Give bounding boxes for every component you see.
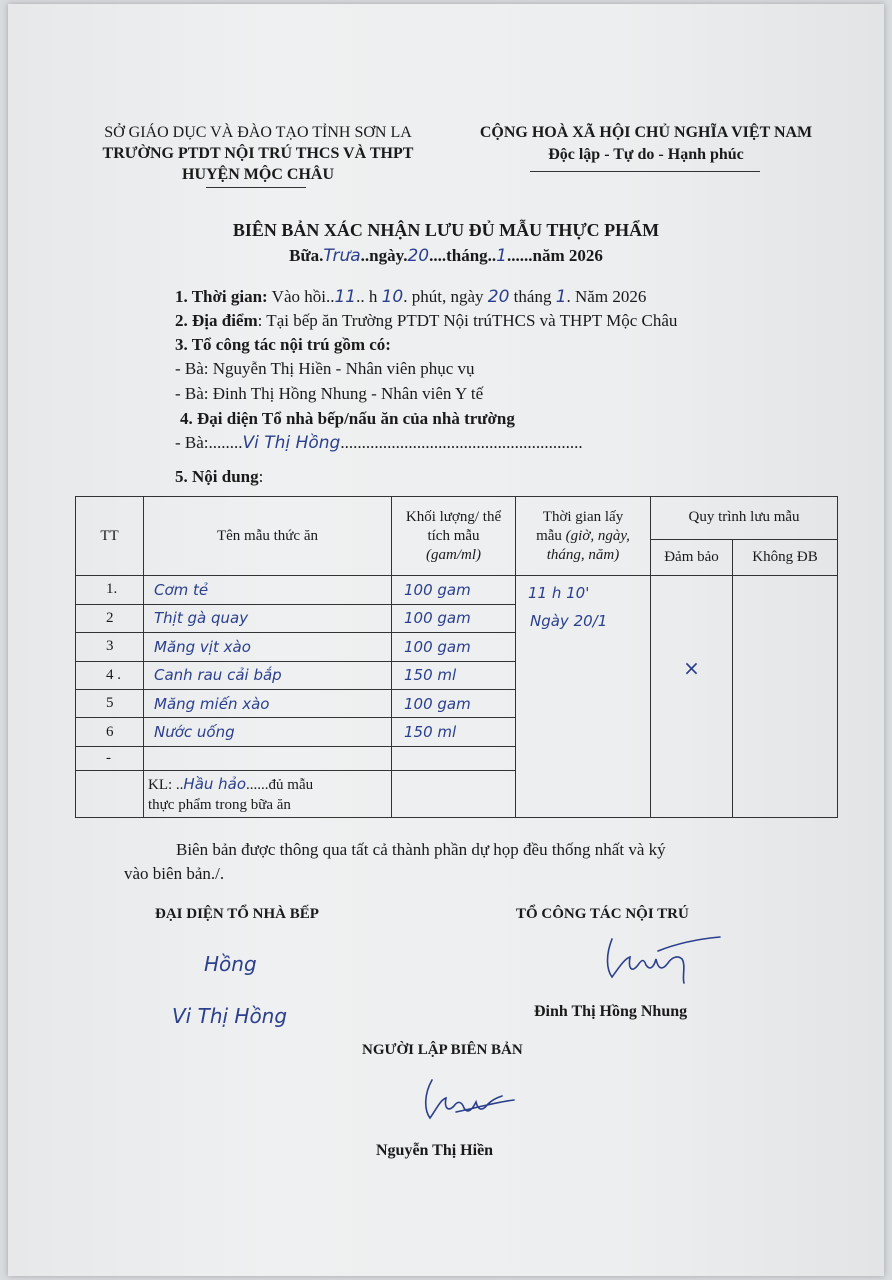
closing-line-1: Biên bản được thông qua tất cả thành phần dự họp đều thống nhất và ký	[176, 840, 666, 859]
ok-check-mark: ×	[683, 656, 700, 681]
row-food-name: Canh rau cải bắp	[144, 661, 392, 689]
conclusion-line2: thực phẩm trong bữa ăn	[148, 796, 291, 813]
item-time-month: 1	[555, 287, 567, 307]
item-location-label: 2. Địa điểm	[175, 311, 258, 330]
conclusion-mass	[392, 771, 516, 818]
item-time-text-b: .. h	[356, 287, 378, 306]
header-time-paren2: tháng, năm)	[546, 546, 620, 563]
item-time-hour: 11	[334, 287, 357, 307]
national-title: CỘNG HOÀ XÃ HỘI CHỦ NGHĨA VIỆT NAM	[479, 124, 813, 141]
meal-year-label: ......năm 2026	[507, 246, 603, 265]
kitchen-rep-title: ĐẠI DIỆN TỔ NHÀ BẾP	[155, 906, 319, 922]
row-tt: 6	[76, 718, 144, 746]
header-time-paren1: (giờ, ngày,	[565, 527, 630, 544]
row-mass: 150 ml	[392, 718, 516, 746]
not-ok-cell	[733, 576, 838, 818]
row-tt: 3	[76, 633, 144, 661]
row-mass: 100 gam	[392, 689, 516, 717]
meal-month-handwritten: 1	[496, 246, 507, 266]
header-process: Quy trình lưu mẫu	[651, 497, 838, 540]
row-food-name: Nước uống	[144, 718, 392, 746]
header-tt: TT	[76, 497, 144, 576]
conclusion-prefix: KL: ..	[148, 776, 184, 793]
row-mass: 100 gam	[392, 633, 516, 661]
row-tt: 2	[76, 604, 144, 632]
conclusion-handwritten: Hầu hảo	[183, 774, 247, 793]
document-title: BIÊN BẢN XÁC NHẬN LƯU ĐỦ MẪU THỰC PHẨM	[232, 220, 660, 240]
kitchen-signature-1: Hồng	[204, 952, 257, 976]
header-mass	[392, 497, 516, 576]
document-page	[8, 4, 884, 1276]
header-right	[456, 122, 836, 166]
item-time-text-c: . phút, ngày	[403, 287, 484, 306]
header-right-underline	[530, 171, 760, 172]
kitchen-rep-line	[175, 433, 583, 453]
item-kitchen-label: 4. Đại diện Tổ nhà bếp/nấu ăn của nhà trường	[180, 409, 515, 428]
header-not-ok: Không ĐB	[733, 539, 838, 576]
item-time-text-e: . Năm 2026	[566, 287, 647, 306]
header-school: TRƯỜNG PTDT NỘI TRÚ THCS VÀ THPT	[102, 145, 414, 162]
national-motto: Độc lập - Tự do - Hạnh phúc	[548, 146, 744, 163]
header-department: SỞ GIÁO DỤC VÀ ĐÀO TẠO TỈNH SƠN LA	[104, 124, 412, 141]
row-tt: 5	[76, 689, 144, 717]
item-time	[175, 287, 646, 307]
meal-month-label: ....tháng..	[429, 246, 497, 265]
food-sample-table	[75, 496, 838, 818]
kitchen-rep-dots-b: .........................................................	[340, 433, 583, 452]
conclusion-tt	[76, 771, 144, 818]
item-content-label: 5. Nội dung	[175, 467, 259, 486]
recorder-name: Nguyễn Thị Hiền	[376, 1142, 494, 1159]
sample-time-date: Ngày 20/1	[530, 612, 608, 631]
ok-cell	[651, 576, 733, 818]
item-content-colon: :	[258, 467, 264, 486]
boarding-signature-image	[598, 929, 728, 989]
row-food-name	[144, 746, 392, 770]
meal-handwritten: Trưa	[323, 246, 361, 266]
row-mass: 100 gam	[392, 604, 516, 632]
sample-time-cell	[516, 576, 651, 818]
item-location-text: : Tại bếp ăn Trường PTDT Nội trúTHCS và THPT Mộc Châu	[257, 311, 678, 330]
team-member-1: - Bà: Nguyễn Thị Hiền - Nhân viên phục vụ	[175, 359, 475, 378]
conclusion-suffix: ......đủ mẫu	[246, 776, 314, 793]
header-mass-unit: (gam/ml)	[426, 546, 481, 563]
item-time-label: 1. Thời gian:	[175, 287, 268, 306]
meal-line	[8, 246, 884, 266]
row-tt: 1.	[76, 576, 144, 604]
row-tt: 4 .	[76, 661, 144, 689]
sample-time-hour: 11 h 10'	[528, 584, 590, 603]
header-time	[516, 497, 651, 576]
row-food-name: Thịt gà quay	[144, 604, 392, 632]
header-left-underline	[206, 187, 306, 188]
row-food-name: Măng miến xào	[144, 689, 392, 717]
row-mass	[392, 746, 516, 770]
item-time-text-a: Vào hồi..	[271, 287, 335, 306]
row-mass: 100 gam	[392, 576, 516, 604]
item-time-minute: 10	[381, 287, 404, 307]
row-mass: 150 ml	[392, 661, 516, 689]
closing-line-2: vào biên bản./.	[124, 864, 225, 883]
row-food-name: Cơm tẻ	[144, 576, 392, 604]
boarding-team-title: TỔ CÔNG TÁC NỘI TRÚ	[516, 906, 689, 922]
header-time-line2: mẫu	[536, 527, 562, 544]
item-location	[175, 311, 677, 331]
boarding-signer-name: Đinh Thị Hồng Nhung	[534, 1003, 688, 1020]
meal-day-label: ..ngày.	[360, 246, 408, 265]
item-content	[175, 467, 263, 487]
header-ok: Đảm bảo	[651, 539, 733, 576]
recorder-title: NGƯỜI LẬP BIÊN BẢN	[362, 1042, 523, 1058]
row-tt: -	[76, 746, 144, 770]
conclusion-cell	[144, 771, 392, 818]
header-mass-line1: Khối lượng/ thể	[405, 508, 502, 525]
header-time-line1: Thời gian lấy	[542, 508, 624, 525]
kitchen-rep-dots-a: ........	[208, 433, 243, 452]
item-time-text-d: tháng	[513, 287, 552, 306]
row-food-name: Măng vịt xào	[144, 633, 392, 661]
header-district: HUYỆN MỘC CHÂU	[182, 166, 334, 183]
meal-prefix: Bữa.	[289, 246, 324, 265]
kitchen-rep-prefix: - Bà:	[175, 433, 209, 452]
team-member-2: - Bà: Đinh Thị Hồng Nhung - Nhân viên Y tế	[175, 384, 484, 403]
header-food-name: Tên mẫu thức ăn	[144, 497, 392, 576]
item-team-label: 3. Tổ công tác nội trú gồm có:	[175, 335, 391, 354]
header-left	[68, 122, 448, 185]
header-mass-line2: tích mẫu	[427, 527, 480, 544]
item-time-day: 20	[487, 287, 510, 307]
kitchen-signature-2: Vi Thị Hồng	[172, 1004, 288, 1028]
kitchen-rep-name: Vi Thị Hồng	[242, 433, 341, 453]
table-row	[76, 576, 838, 604]
recorder-signature-image	[416, 1074, 526, 1128]
meal-day-handwritten: 20	[407, 246, 430, 266]
